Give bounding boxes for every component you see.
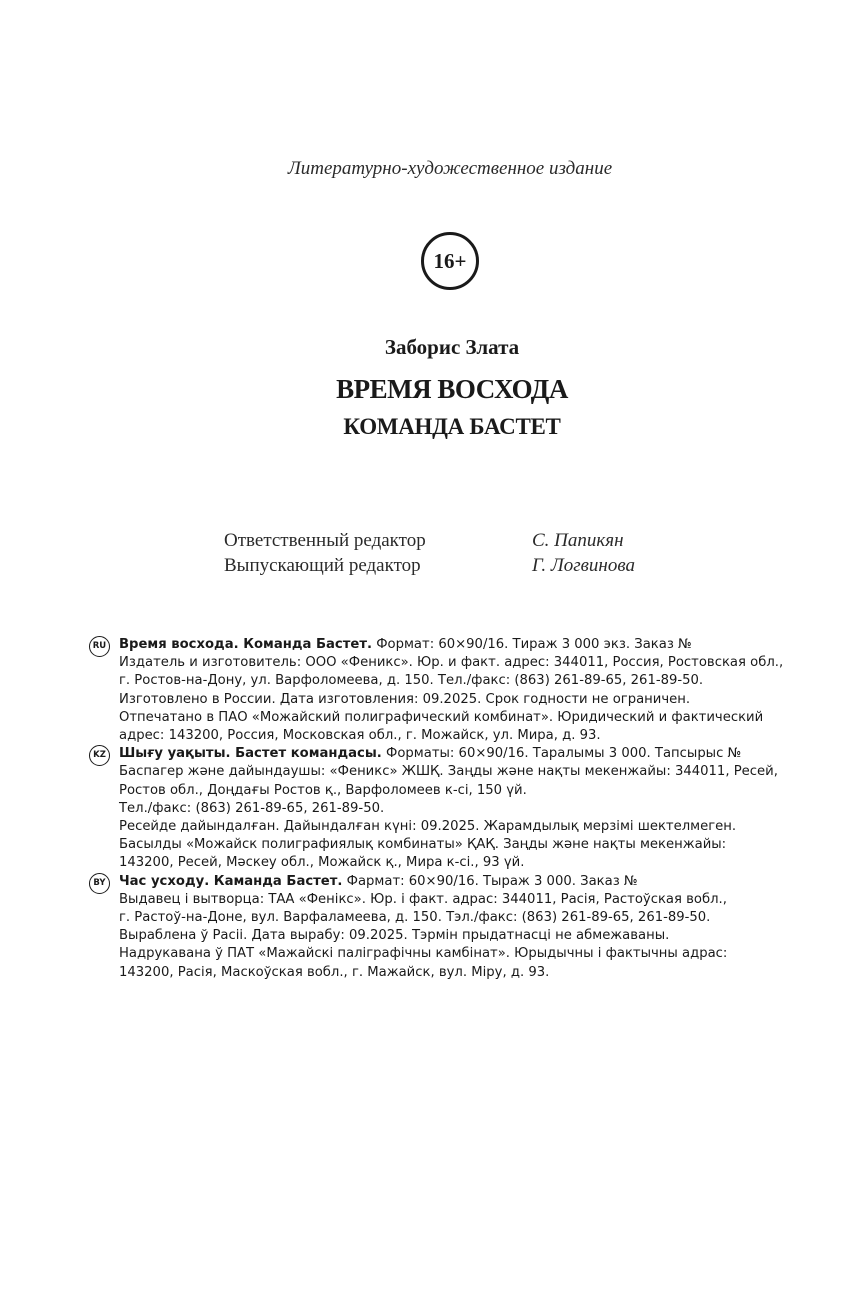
editor-role: Выпускающий редактор [224,555,421,576]
imprint-book-title: Час усходу. Каманда Бастет. [119,873,343,889]
editor-name: С. Папикян [532,530,624,551]
editor-row [224,555,654,580]
imprint-by [89,873,829,982]
imprint-line: Басылды «Можайск полиграфиялық комбинаты» ҚАҚ. Заңды және нақты мекенжайы: [119,837,727,853]
imprint-section [89,636,829,982]
kz-language-badge-icon: KZ [89,745,110,766]
ru-language-badge-icon: RU [89,636,110,657]
editor-name: Г. Логвинова [532,555,635,576]
age-rating-badge: 16+ [421,232,479,290]
imprint-kz [89,745,829,872]
imprint-line: Ростов обл., Доңдағы Ростов қ., Варфоломеев к-сі, 150 үй. [119,782,527,798]
imprint-format: Фармат: 60×90/16. Тыраж 3 000. Заказ № [342,873,638,889]
imprint-line: г. Ростов-на-Дону, ул. Варфоломеева, д. 150. Тел./факс: (863) 261-89-65, 261-89-50. [119,673,704,689]
imprint-line: 143200, Ресей, Мәскеу обл., Можайск қ., Мира к-сі., 93 үй. [119,855,525,871]
imprint-line: Тел./факс: (863) 261-89-65, 261-89-50. [119,800,385,816]
imprint-line: Издатель и изготовитель: ООО «Феникс». Юр. и факт. адрес: 344011, Россия, Ростовская обл., [119,655,784,671]
editor-row [224,530,654,555]
edition-type: Литературно-художественное издание [287,158,613,179]
imprint-ru [89,636,829,745]
imprint-format: Формат: 60×90/16. Тираж 3 000 экз. Заказ № [372,637,692,652]
imprint-book-title: Время восхода. Команда Бастет. [119,637,372,652]
imprint-line: Отпечатано в ПАО «Можайский полиграфический комбинат». Юридический и фактический [119,709,764,725]
imprint-first-line [119,745,829,763]
book-subtitle: КОМАНДА БАСТЕТ [343,414,561,439]
author-name: Заборис Злата [384,335,520,359]
imprint-first-line [119,636,829,654]
imprint-line: Выдавец і вытворца: ТАА «Фенікс». Юр. і факт. адрас: 344011, Расія, Растоўская вобл., [119,891,727,907]
imprint-line: Выраблена ў Расіі. Дата вырабу: 09.2025. Тэрмін прыдатнасці не абмежаваны. [119,928,670,944]
imprint-line: Баспагер және дайындаушы: «Феникс» ЖШҚ. Заңды және нақты мекенжайы: 344011, Ресей, [119,764,778,780]
imprint-format: Форматы: 60×90/16. Таралымы 3 000. Тапсырыс № [381,746,742,762]
imprint-line: 143200, Расія, Маскоўская вобл., г. Мажайск, вул. Міру, д. 93. [119,964,550,980]
imprint-line: Ресейде дайындалған. Дайындалған күні: 09.2025. Жарамдылық мерзімі шектелмеген. [119,819,737,835]
editors-block [224,530,654,580]
book-title: ВРЕМЯ ВОСХОДА [336,374,568,404]
imprint-line: Изготовлено в России. Дата изготовления: 09.2025. Срок годности не ограничен. [119,691,691,707]
imprint-first-line [119,873,829,891]
imprint-line: Надрукавана ў ПАТ «Мажайскі паліграфічны камбінат». Юрыдычны і фактычны адрас: [119,946,728,962]
imprint-line: г. Растоў-на-Доне, вул. Варфаламеева, д. 150. Тэл./факс: (863) 261-89-65, 261-89-50. [119,910,711,926]
editor-role: Ответственный редактор [224,530,426,551]
by-language-badge-icon: BY [89,873,110,894]
imprint-line: адрес: 143200, Россия, Московская обл., г. Можайск, ул. Мира, д. 93. [119,728,601,744]
imprint-book-title: Шығу уақыты. Бастет командасы. [119,746,382,762]
